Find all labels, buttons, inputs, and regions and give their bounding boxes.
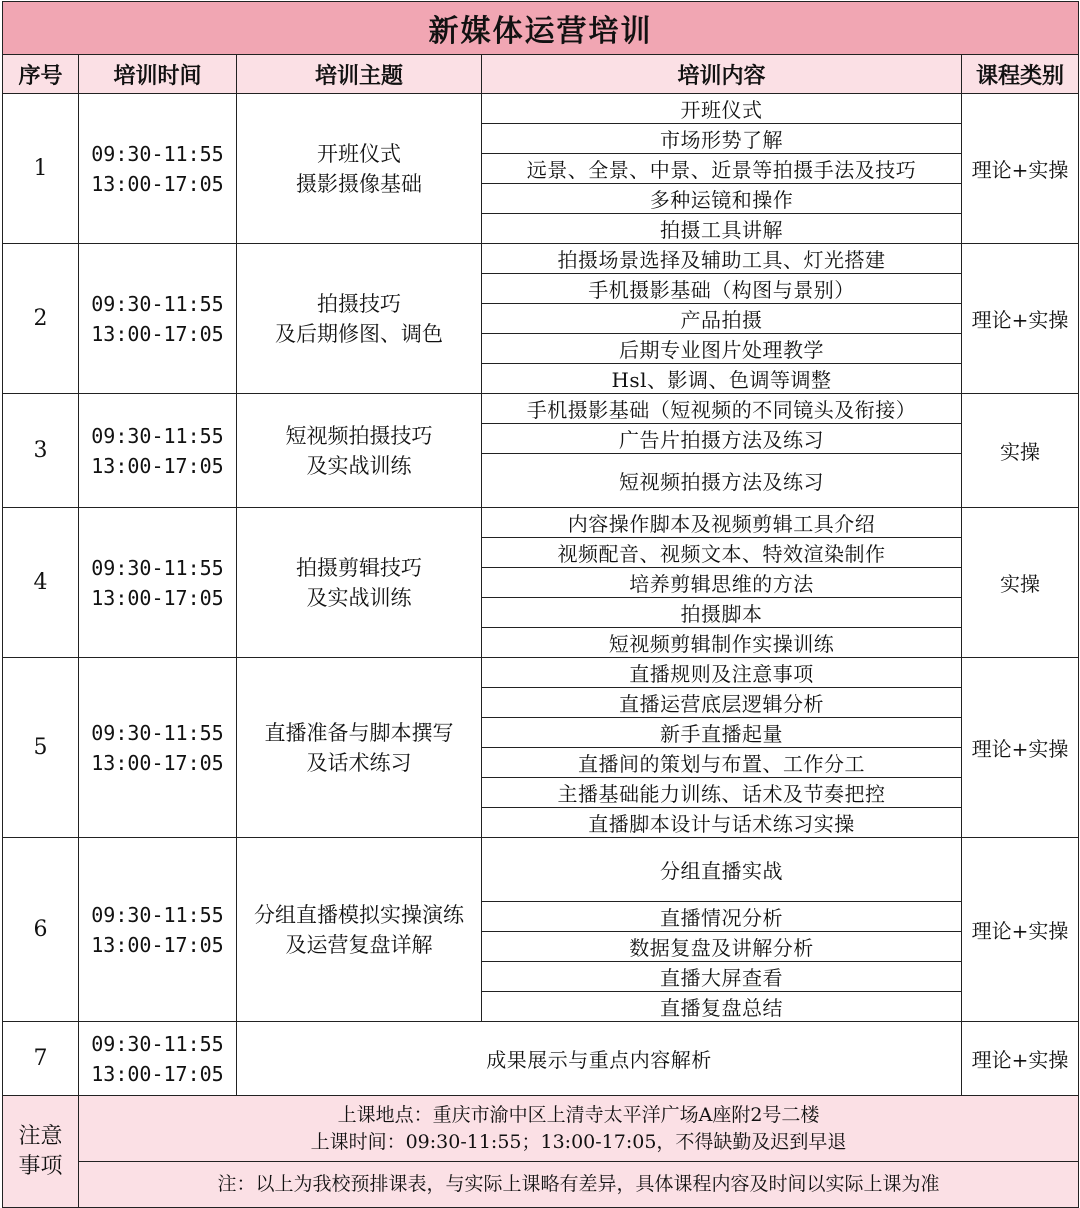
topic-line: 开班仪式 [317,141,401,166]
content-item: 产品拍摄 [482,304,962,334]
content-item: 培养剪辑思维的方法 [482,568,962,598]
header-content: 培训内容 [482,55,962,94]
notes-label [3,1096,79,1208]
schedule-table [2,1,1079,1208]
row-seq: 1 [3,94,79,244]
row-category: 理论+实操 [962,94,1079,244]
content-item: 开班仪式 [482,94,962,124]
notes-info [79,1096,1079,1162]
time-am: 09:30-11:55 [91,291,224,316]
content-item: 手机摄影基础（短视频的不同镜头及衔接） [482,394,962,424]
content-item: 直播间的策划与布置、工作分工 [482,748,962,778]
table-row [3,244,1079,274]
time-pm: 13:00-17:05 [91,750,224,775]
row-seq: 3 [3,394,79,508]
header-time: 培训时间 [79,55,237,94]
row-time [79,838,237,1022]
topic-line: 拍摄技巧 [317,291,401,316]
content-item: 数据复盘及讲解分析 [482,932,962,962]
row-seq: 5 [3,658,79,838]
content-item: 直播复盘总结 [482,992,962,1022]
topic-line: 直播准备与脚本撰写 [264,720,454,745]
row-time [79,244,237,394]
time-pm: 13:00-17:05 [91,932,224,957]
time-pm: 13:00-17:05 [91,1061,224,1086]
topic-line: 短视频拍摄技巧 [285,423,433,448]
content-item: 直播情况分析 [482,902,962,932]
content-item: 短视频剪辑制作实操训练 [482,628,962,658]
time-pm: 13:00-17:05 [91,171,224,196]
content-item: 直播大屏查看 [482,962,962,992]
time-pm: 13:00-17:05 [91,585,224,610]
row-category: 实操 [962,394,1079,508]
content-item: 拍摄工具讲解 [482,214,962,244]
row-topic [237,244,482,394]
topic-line: 及运营复盘详解 [285,932,433,957]
content-item: 直播规则及注意事项 [482,658,962,688]
time-am: 09:30-11:55 [91,555,224,580]
notes-row [3,1096,1079,1162]
row-topic [237,838,482,1022]
time-am: 09:30-11:55 [91,141,224,166]
notes-location: 上课地点：重庆市渝中区上清寺太平洋广场A座附2号二楼 [337,1103,820,1126]
topic-line: 及后期修图、调色 [275,321,443,346]
row-category: 理论+实操 [962,838,1079,1022]
notes-label-line: 注意 [18,1123,63,1149]
content-item: 拍摄场景选择及辅助工具、灯光搭建 [482,244,962,274]
page-title: 新媒体运营培训 [3,2,1079,55]
topic-line: 及实战训练 [306,585,412,610]
topic-line: 分组直播模拟实操演练 [254,902,464,927]
content-item: 远景、全景、中景、近景等拍摄手法及技巧 [482,154,962,184]
notes-label-line: 事项 [18,1153,63,1179]
row-category: 实操 [962,508,1079,658]
notes-disclaimer: 注：以上为我校预排课表，与实际上课略有差异，具体课程内容及时间以实际上课为准 [79,1162,1079,1208]
row-topic [237,94,482,244]
time-am: 09:30-11:55 [91,902,224,927]
row7-content: 成果展示与重点内容解析 [237,1022,962,1096]
row-category: 理论+实操 [962,244,1079,394]
table-row [3,658,1079,688]
topic-line: 摄影摄像基础 [296,171,422,196]
row-time [79,508,237,658]
header-topic: 培训主题 [237,55,482,94]
row-time [79,1022,237,1096]
header-category: 课程类别 [962,55,1079,94]
time-pm: 13:00-17:05 [91,321,224,346]
content-item: 多种运镜和操作 [482,184,962,214]
row-time [79,658,237,838]
topic-line: 及实战训练 [306,453,412,478]
time-pm: 13:00-17:05 [91,453,224,478]
content-item: 手机摄影基础（构图与景别） [482,274,962,304]
row-time [79,94,237,244]
row-seq: 2 [3,244,79,394]
topic-line: 及话术练习 [306,750,412,775]
content-item: 直播脚本设计与话术练习实操 [482,808,962,838]
table-row [3,94,1079,124]
time-am: 09:30-11:55 [91,720,224,745]
row-seq: 6 [3,838,79,1022]
content-item: 主播基础能力训练、话术及节奏把控 [482,778,962,808]
content-item: 直播运营底层逻辑分析 [482,688,962,718]
content-item: Hsl、影调、色调等调整 [482,364,962,394]
content-item: 分组直播实战 [482,838,962,902]
time-am: 09:30-11:55 [91,423,224,448]
content-item: 内容操作脚本及视频剪辑工具介绍 [482,508,962,538]
table-row [3,508,1079,538]
content-item: 短视频拍摄方法及练习 [482,454,962,508]
row-seq: 4 [3,508,79,658]
content-item: 后期专业图片处理教学 [482,334,962,364]
content-item: 拍摄脚本 [482,598,962,628]
content-item: 视频配音、视频文本、特效渲染制作 [482,538,962,568]
header-row [3,55,1079,94]
table-row [3,1022,1079,1096]
row-category: 理论+实操 [962,658,1079,838]
row-category: 理论+实操 [962,1022,1079,1096]
header-seq: 序号 [3,55,79,94]
row-topic [237,394,482,508]
row-time [79,394,237,508]
content-item: 新手直播起量 [482,718,962,748]
row-topic [237,508,482,658]
content-item: 广告片拍摄方法及练习 [482,424,962,454]
time-am: 09:30-11:55 [91,1031,224,1056]
row-seq: 7 [3,1022,79,1096]
notes-hours: 上课时间：09:30-11:55；13:00-17:05，不得缺勤及迟到早退 [310,1130,847,1153]
topic-line: 拍摄剪辑技巧 [296,555,422,580]
row-topic [237,658,482,838]
content-item: 市场形势了解 [482,124,962,154]
table-row [3,838,1079,902]
table-row [3,394,1079,424]
